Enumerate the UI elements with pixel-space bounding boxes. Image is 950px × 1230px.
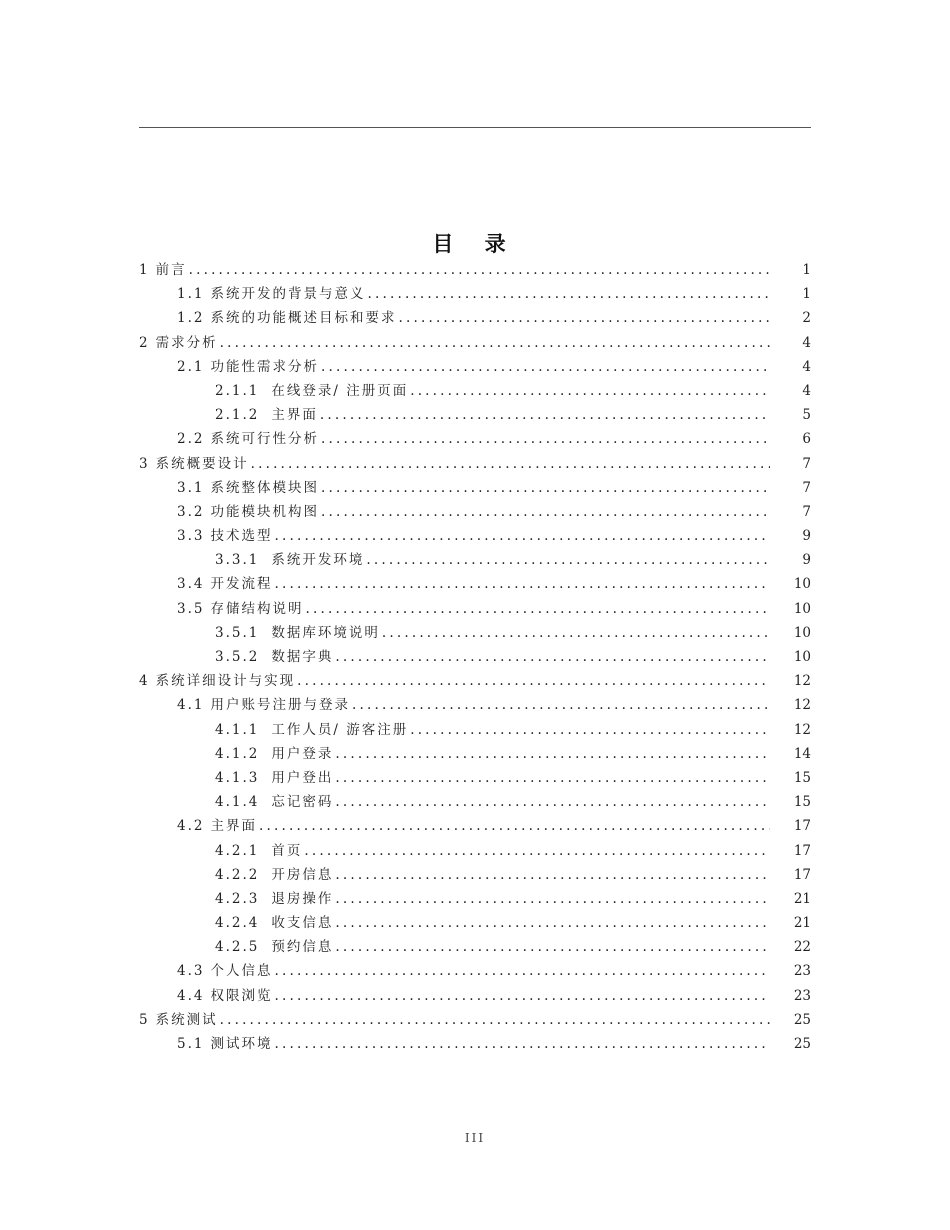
toc-entry-page: 12 [793,697,811,714]
toc-entry-number: 4.3 [177,963,205,980]
toc-entry-number: 4.2.1 [215,842,260,859]
toc-entry-title: 首页 [271,842,303,859]
toc-entry-number: 4.2 [177,818,205,835]
toc-entry-page: 22 [793,939,811,956]
toc-entry-page: 1 [802,262,811,278]
toc-entry[interactable] [139,355,811,379]
toc-entry-heading [215,935,770,959]
toc-entry-number: 2 [139,334,150,351]
toc-dot-leader [366,548,770,572]
toc-entry-title: 存储结构说明 [210,600,304,617]
toc-entry-page: 17 [793,842,811,859]
toc-entry-page: 21 [793,890,811,907]
toc-entry-heading [177,476,770,500]
toc-dot-leader [220,1008,770,1032]
toc-entry-title: 主界面 [271,407,318,424]
toc-entry-heading [177,355,770,379]
toc-entry-page: 21 [793,915,811,932]
toc-entry[interactable] [139,669,811,693]
toc-entry-title: 收支信息 [271,915,334,932]
toc-entry-number: 4 [139,673,150,690]
toc-entry-number: 2.1 [177,358,205,375]
toc-dot-leader [410,379,770,403]
toc-entry-page: 6 [802,431,811,448]
toc-dot-leader [274,572,770,596]
toc-entry-page: 7 [802,455,811,472]
toc-entry-title: 系统测试 [155,1011,218,1028]
page-number-footer: III [464,1131,486,1145]
toc-entry-title: 系统开发环境 [271,552,365,569]
toc-dot-leader [335,790,770,814]
toc-entry-page: 25 [793,1036,811,1052]
toc-entry-title: 数据字典 [271,649,334,665]
toc-entry-title: 主界面 [210,818,257,835]
toc-entry-number: 3.3.1 [215,552,260,569]
toc-dot-leader [274,984,770,1008]
toc-entry-number: 4.2.3 [215,890,260,907]
toc-entry-heading [215,742,770,766]
toc-entry-title: 权限浏览 [210,987,273,1004]
toc-entry-heading [177,306,770,330]
header-rule [139,127,811,128]
toc-entry-heading [177,572,770,596]
toc-entry-heading [177,524,770,548]
toc-entry-title: 系统概要设计 [155,455,249,472]
toc-entry-title: 数据库环境说明 [271,624,380,641]
toc-entry-number: 2.1.1 [215,382,260,399]
toc-entry-title: 功能模块机构图 [210,503,319,520]
toc-entry[interactable] [139,959,811,983]
toc-dot-leader [335,887,770,911]
toc-entry-heading [139,452,770,476]
toc-entry[interactable] [139,524,811,548]
toc-entry[interactable] [139,1032,811,1056]
toc-dot-leader [305,597,770,621]
toc-entry-heading [215,379,770,403]
toc-entry[interactable] [139,306,811,330]
toc-entry-page: 25 [793,1011,811,1028]
toc-entry[interactable] [139,379,811,403]
toc-dot-leader [335,645,770,669]
toc-entry-number: 3.5 [177,600,205,617]
toc-entry[interactable] [139,790,811,814]
toc-entry-heading [177,282,770,306]
toc-dot-leader [335,742,770,766]
toc-entry-page: 4 [802,334,811,351]
toc-entry-number: 4.4 [177,987,205,1004]
toc-dot-leader [320,403,770,427]
toc-entry-heading [215,790,770,814]
toc-dot-leader [274,524,770,548]
toc-entry-heading [139,669,770,693]
toc-entry-page: 15 [793,769,811,786]
toc-entry[interactable] [139,282,811,306]
toc-entry-title: 预约信息 [271,939,334,956]
toc-entry-page: 9 [802,528,811,545]
toc-entry[interactable] [139,427,811,451]
toc-entry-heading [177,984,770,1008]
toc-dot-leader [274,959,770,983]
toc-entry-heading [139,331,770,355]
toc-entry-number: 4.1.2 [215,745,260,762]
toc-entry[interactable] [139,258,811,282]
toc-entry[interactable] [139,911,811,935]
toc-entry-page: 23 [793,963,811,980]
toc-dot-leader [335,766,770,790]
toc-entry[interactable] [139,597,811,621]
toc-entry-page: 7 [802,503,811,520]
toc-entry-title: 系统的功能概述目标和要求 [210,310,397,327]
toc-entry-title: 用户账号注册与登录 [210,697,350,714]
toc-entry-heading [215,548,770,572]
toc-entry-title: 工作人员/ 游客注册 [271,721,409,738]
toc-entry-title: 忘记密码 [271,794,334,811]
toc-entry-heading [177,814,770,838]
toc-entry[interactable] [139,935,811,959]
toc-entry-page: 7 [802,479,811,496]
toc-entry-page: 12 [793,673,811,690]
toc-entry-heading [177,500,770,524]
toc-entry-title: 系统详细设计与实现 [155,673,296,690]
toc-entry-number: 4.1.1 [215,721,260,738]
toc-entry-title: 测试环境 [210,1036,273,1052]
toc-entry-title: 开房信息 [271,866,334,883]
toc-dot-leader [352,693,770,717]
toc-entry-title: 需求分析 [155,334,218,351]
toc-entry-number: 3.5.2 [215,649,260,665]
toc-entry[interactable] [139,814,811,838]
toc-entry-page: 10 [793,600,811,617]
toc-entry-heading [215,911,770,935]
toc-entry[interactable] [139,718,811,742]
toc-dot-leader [304,839,770,863]
toc-entry[interactable] [139,984,811,1008]
toc-entry-title: 系统开发的背景与意义 [210,286,366,303]
toc-entry-number: 1.1 [177,286,205,303]
toc-entry-number: 5 [139,1011,150,1028]
toc-entry-number: 4.1.4 [215,794,260,811]
toc-entry-page: 14 [793,745,811,762]
toc-title: 目 录 [432,232,518,256]
toc-entry-page: 23 [793,987,811,1004]
toc-dot-leader [335,935,770,959]
toc-entry-title: 技术选型 [210,528,273,545]
toc-dot-leader [251,452,770,476]
toc-entry[interactable] [139,1008,811,1032]
toc-entry-page: 5 [802,407,811,424]
toc-entry-title: 用户登出 [271,769,334,786]
toc-dot-leader [335,911,770,935]
toc-entry-number: 3.1 [177,479,205,496]
toc-entry-page: 1 [802,286,811,303]
toc-entry-page: 10 [793,624,811,641]
toc-dot-leader [321,476,770,500]
toc-dot-leader [321,500,770,524]
toc-dot-leader [220,331,770,355]
toc-entry[interactable] [139,403,811,427]
toc-entry-number: 2.1.2 [215,407,260,424]
toc-entry[interactable] [139,331,811,355]
toc-entry-page: 9 [802,552,811,569]
toc-entry-page: 12 [793,721,811,738]
toc-entry-heading [177,1032,770,1056]
toc-entry-title: 开发流程 [210,576,273,593]
toc-entry-number: 3.2 [177,503,205,520]
toc-dot-leader [259,814,770,838]
toc-entry-title: 退房操作 [271,890,334,907]
toc-dot-leader [398,306,770,330]
toc-entry[interactable] [139,476,811,500]
toc-entry-heading [215,403,770,427]
toc-dot-leader [410,718,770,742]
toc-entry-title: 个人信息 [210,963,273,980]
toc-entry[interactable] [139,863,811,887]
toc-entry[interactable] [139,766,811,790]
toc-entry-title: 系统整体模块图 [210,479,319,496]
toc-entry-heading [139,1008,770,1032]
toc-dot-leader [321,427,770,451]
toc-entry-page: 2 [802,310,811,327]
toc-entry-heading [215,863,770,887]
toc-entry[interactable] [139,500,811,524]
toc-entry-page: 4 [802,382,811,399]
toc-entry-heading [139,258,770,282]
toc-entry-number: 3.4 [177,576,205,593]
toc-entry-page: 15 [793,794,811,811]
toc-entry-heading [177,597,770,621]
toc-entry-heading [215,645,770,669]
toc-entry-heading [215,887,770,911]
toc-entry-title: 用户登录 [271,745,334,762]
toc-entry-number: 4.2.5 [215,939,260,956]
toc-entry-title: 功能性需求分析 [210,358,319,375]
toc-entry[interactable] [139,621,811,645]
toc-entry-page: 10 [793,576,811,593]
toc-entry[interactable] [139,572,811,596]
toc-list [139,258,811,1056]
toc-entry-number: 4.2.4 [215,915,260,932]
toc-entry-page: 4 [802,358,811,375]
toc-entry-number: 1.2 [177,310,205,327]
toc-entry-title: 前言 [155,262,187,278]
toc-entry-number: 4.2.2 [215,866,260,883]
toc-entry-number: 3.3 [177,528,205,545]
toc-dot-leader [335,863,770,887]
toc-entry-heading [215,839,770,863]
toc-entry-title: 在线登录/ 注册页面 [271,382,409,399]
toc-dot-leader [297,669,770,693]
toc-entry-heading [215,621,770,645]
toc-entry-number: 4.1 [177,697,205,714]
toc-entry-number: 3 [139,455,150,472]
toc-entry[interactable] [139,645,811,669]
toc-entry-heading [177,693,770,717]
toc-entry[interactable] [139,452,811,476]
toc-entry-title: 系统可行性分析 [210,431,319,448]
toc-entry-number: 1 [139,262,150,278]
toc-entry[interactable] [139,839,811,863]
toc-dot-leader [382,621,770,645]
toc-entry-heading [215,766,770,790]
toc-entry-page: 10 [793,649,811,665]
toc-entry-number: 3.5.1 [215,624,260,641]
toc-entry-number: 5.1 [177,1036,205,1052]
toc-entry-heading [177,959,770,983]
toc-entry[interactable] [139,887,811,911]
toc-entry-number: 4.1.3 [215,769,260,786]
toc-entry-heading [177,427,770,451]
toc-dot-leader [321,355,770,379]
toc-entry[interactable] [139,693,811,717]
toc-entry-heading [215,718,770,742]
toc-dot-leader [367,282,770,306]
toc-entry[interactable] [139,548,811,572]
toc-entry-page: 17 [793,818,811,835]
toc-entry-number: 2.2 [177,431,205,448]
toc-dot-leader [274,1032,770,1056]
toc-entry[interactable] [139,742,811,766]
toc-dot-leader [189,258,770,282]
toc-entry-page: 17 [793,866,811,883]
